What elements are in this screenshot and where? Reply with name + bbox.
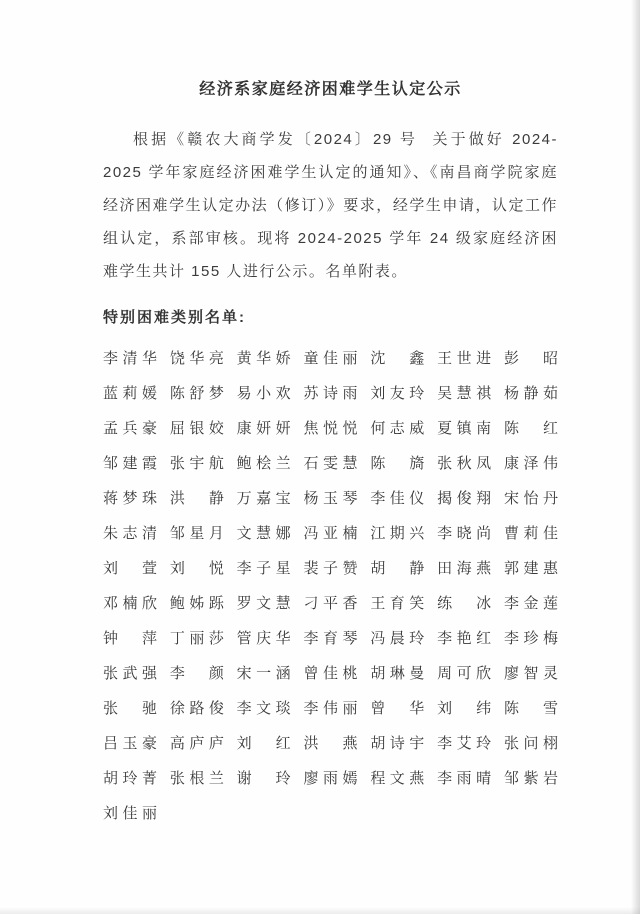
student-name: 张问栩 (503, 735, 558, 752)
student-name: 江期兴 (370, 525, 425, 542)
student-name: 王世进 (437, 350, 492, 367)
student-name: 田海燕 (437, 560, 492, 577)
student-name: 李育琴 (303, 630, 358, 647)
student-name: 屈银姣 (169, 420, 224, 437)
name-row (103, 725, 558, 760)
student-name: 钟萍 (103, 630, 157, 647)
student-name: 张宇航 (169, 455, 224, 472)
name-row (103, 375, 558, 410)
student-name: 冯亚楠 (303, 525, 358, 542)
scan-edge-bottom (0, 907, 640, 914)
student-name: 李颜 (169, 665, 224, 682)
student-name: 刘佳丽 (103, 805, 157, 822)
name-row (103, 585, 558, 620)
student-name: 邹建霞 (103, 455, 157, 472)
name-row (103, 515, 558, 550)
student-name: 李艳红 (437, 630, 492, 647)
student-name: 裴子赞 (303, 560, 358, 577)
student-name: 邓楠欣 (103, 595, 157, 612)
student-name: 冯晨玲 (370, 630, 425, 647)
names-grid (103, 340, 558, 830)
student-name: 李晓尚 (437, 525, 492, 542)
student-name: 王育笑 (370, 595, 425, 612)
student-name: 万嘉宝 (236, 490, 291, 507)
student-name: 洪静 (169, 490, 224, 507)
student-name: 鲍桧兰 (236, 455, 291, 472)
name-row (103, 795, 558, 830)
student-name: 罗文慧 (236, 595, 291, 612)
student-name: 蒋梦珠 (103, 490, 157, 507)
student-name: 曾佳桃 (303, 665, 358, 682)
student-name: 洪燕 (303, 735, 358, 752)
student-name: 童佳丽 (303, 350, 358, 367)
student-name: 李佳仪 (370, 490, 425, 507)
name-row (103, 690, 558, 725)
student-name: 练冰 (437, 595, 492, 612)
announcement-paragraph: 根据《赣农大商学发〔2024〕29 号 关于做好 2024-2025 学年家庭经济困难学生认定的通知》、《南昌商学院家庭经济困难学生认定办法（修订）》要求，经学生申请，认定工作组认定，系部审核。现将 2024-2025 学年 24 级家庭经济困难学生共计 155 人进行公示。名单附表。 (103, 131, 558, 280)
student-name: 胡琳曼 (370, 665, 425, 682)
student-name: 苏诗雨 (303, 385, 358, 402)
name-row (103, 655, 558, 690)
student-name: 孟兵豪 (103, 420, 157, 437)
student-name: 廖雨嫣 (303, 770, 358, 787)
student-name: 李子星 (236, 560, 291, 577)
student-name: 揭俊翔 (437, 490, 492, 507)
student-name: 周可欣 (437, 665, 492, 682)
name-row (103, 445, 558, 480)
student-name: 刘萱 (103, 560, 157, 577)
section-heading: 特别困难类别名单: (103, 309, 246, 326)
student-name: 谢玲 (236, 770, 291, 787)
student-name: 宋怡丹 (503, 490, 558, 507)
student-name: 邹紫岩 (503, 770, 558, 787)
student-name: 李文琰 (236, 700, 291, 717)
name-row (103, 760, 558, 795)
student-name: 沈鑫 (370, 350, 425, 367)
student-name: 石雯慧 (303, 455, 358, 472)
student-name: 高庐庐 (169, 735, 224, 752)
student-name: 丁丽莎 (169, 630, 224, 647)
student-name: 陈雪 (503, 700, 558, 717)
student-name: 曹莉佳 (503, 525, 558, 542)
student-name: 陈红 (503, 420, 558, 437)
name-row (103, 550, 558, 585)
student-name: 刘友玲 (370, 385, 425, 402)
student-name: 刁平香 (303, 595, 358, 612)
name-row (103, 410, 558, 445)
student-name: 宋一涵 (236, 665, 291, 682)
student-name: 管庆华 (236, 630, 291, 647)
student-name: 杨静茹 (503, 385, 558, 402)
student-name: 焦悦悦 (303, 420, 358, 437)
student-name: 吴慧祺 (437, 385, 492, 402)
student-name: 朱志清 (103, 525, 157, 542)
student-name: 郭建惠 (503, 560, 558, 577)
document-title: 经济系家庭经济困难学生认定公示 (199, 81, 462, 98)
student-name: 刘纬 (437, 700, 492, 717)
student-name: 蓝莉媛 (103, 385, 157, 402)
student-name: 文慧娜 (236, 525, 291, 542)
student-name: 张驰 (103, 700, 157, 717)
student-name: 易小欢 (236, 385, 291, 402)
student-name: 徐路俊 (169, 700, 224, 717)
student-name: 夏镇南 (437, 420, 492, 437)
student-name: 饶华亮 (169, 350, 224, 367)
student-name: 程文燕 (370, 770, 425, 787)
student-name: 康妍妍 (236, 420, 291, 437)
student-name: 彭昭 (503, 350, 558, 367)
student-name: 刘红 (236, 735, 291, 752)
student-name: 杨玉琴 (303, 490, 358, 507)
student-name: 吕玉豪 (103, 735, 157, 752)
name-row (103, 480, 558, 515)
student-name: 陈舒梦 (169, 385, 224, 402)
student-name: 廖智灵 (503, 665, 558, 682)
student-name: 曾华 (370, 700, 425, 717)
student-name: 黄华娇 (236, 350, 291, 367)
student-name: 李艾玲 (437, 735, 492, 752)
student-name: 李珍梅 (503, 630, 558, 647)
name-row (103, 340, 558, 375)
student-name: 康泽伟 (503, 455, 558, 472)
student-name: 刘悦 (169, 560, 224, 577)
student-name: 张根兰 (169, 770, 224, 787)
student-name: 李清华 (103, 350, 157, 367)
student-name: 陈旖 (370, 455, 425, 472)
scan-edge-right (631, 0, 640, 914)
student-name: 胡静 (370, 560, 425, 577)
student-name: 张武强 (103, 665, 157, 682)
student-name: 李雨晴 (437, 770, 492, 787)
student-name: 邹星月 (169, 525, 224, 542)
student-name: 鲍姊跞 (169, 595, 224, 612)
student-name: 李金莲 (503, 595, 558, 612)
student-name: 张秋凤 (437, 455, 492, 472)
student-name: 何志威 (370, 420, 425, 437)
name-row (103, 620, 558, 655)
student-name: 胡诗宇 (370, 735, 425, 752)
student-name: 胡玲菁 (103, 770, 157, 787)
student-name: 李伟丽 (303, 700, 358, 717)
